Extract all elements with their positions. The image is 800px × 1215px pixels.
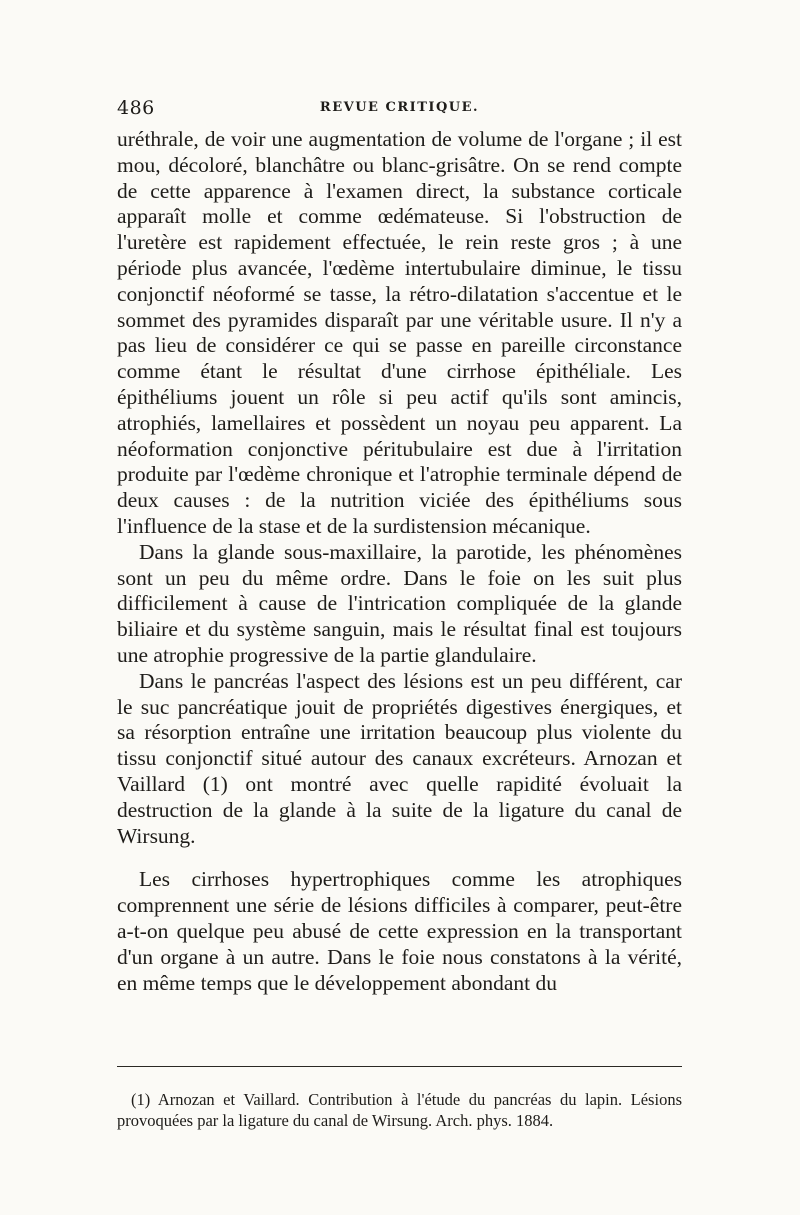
page-header <box>117 97 682 119</box>
page-number: 486 <box>117 97 155 119</box>
paragraph-continuation: uréthrale, de voir une augmentation de volume de l'organe ; il est mou, décoloré, blanchâtre ou blanc-grisâtre. On se rend compte de cette apparence à l'examen direct, la substance corticale apparaît molle et comme œdémateuse. Si l'obstruction de l'uretère est rapidement effectuée, le rein reste gros ; à une période plus avancée, l'œdème intertubulaire diminue, le tissu conjonctif néoformé se tasse, la rétro-dilatation s'accentue et le sommet des pyramides disparaît par une véritable usure. Il n'y a pas lieu de considérer ce qui se passe en pareille circonstance comme étant le résultat d'une cirrhose épithéliale. Les épithéliums jouent un rôle si peu actif qu'ils sont amincis, atrophiés, lamellaires et possèdent un noyau peu apparent. La néoformation conjonctive péritubulaire est due à l'irritation produite par l'œdème chronique et l'atrophie terminale dépend de deux causes : de la nutrition viciée des épithéliums sous l'influence de la stase et de la surdistension mécanique. <box>117 127 682 538</box>
running-head: REVUE CRITIQUE. <box>319 100 480 115</box>
paragraph-pancreas: Dans le pancréas l'aspect des lésions est un peu différent, car le suc pancréatique jouit de propriétés digestives énergiques, et sa résorption entraîne une irritation beaucoup plus violente du tissu conjonctif situé autour des canaux excréteurs. Arnozan et Vaillard (1) ont montré avec quelle rapidité évoluait la destruction de la glande à la suite de la ligature du canal de Wirsung. <box>117 668 682 848</box>
footnote-divider <box>117 1066 682 1067</box>
paragraph-cirrhoses: Les cirrhoses hypertrophiques comme les atrophiques comprennent une série de lésions difficiles à comparer, peut-être a-t-on quelque peu abusé de cette expression en la transportant d'un organe à un autre. Dans le foie nous constatons à la vérité, en même temps que le développement abondant du <box>117 867 682 995</box>
footnote: (1) Arnozan et Vaillard. Contribution à l'étude du pancréas du lapin. Lésions provoquées par la ligature du canal de Wirsung. Arch. phys. 1884. <box>117 1089 682 1130</box>
paragraph-sous-maxillaire: Dans la glande sous-maxillaire, la parotide, les phénomènes sont un peu du même ordre. Dans le foie on les suit plus difficilement à cause de l'intrication compliquée de la glande biliaire et du système sanguin, mais le résultat final est toujours une atrophie progressive de la partie glandulaire. <box>117 539 682 667</box>
body-text <box>117 127 682 996</box>
